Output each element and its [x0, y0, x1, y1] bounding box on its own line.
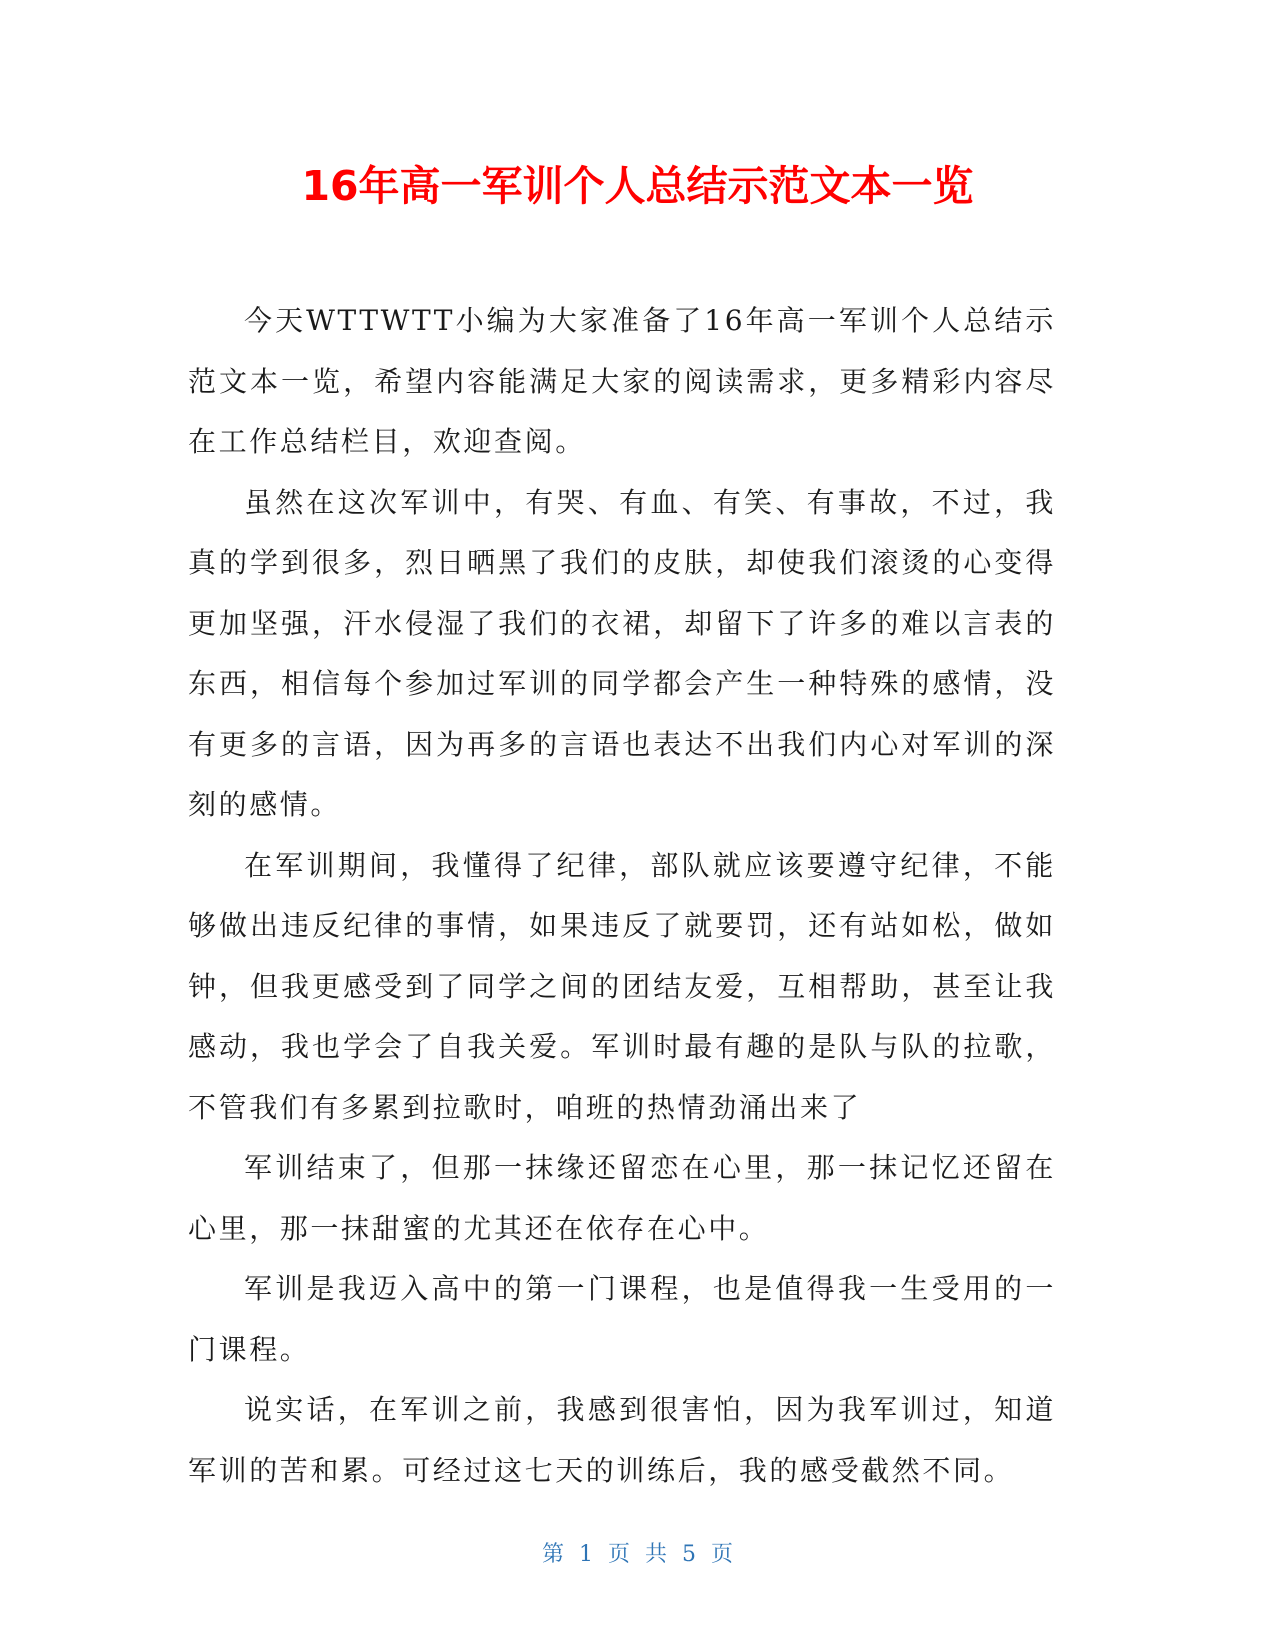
document-body [188, 291, 1056, 1501]
footer-current-page: 1 [578, 1542, 593, 1567]
footer-page-mid: 页 [607, 1542, 630, 1567]
paragraph-feelings: 虽然在这次军训中，有哭、有血、有笑、有事故，不过，我真的学到很多，烈日晒黑了我们的皮肤，却使我们滚烫的心变得更加坚强，汗水侵湿了我们的衣裙，却留下了许多的难以言表的东西，相信每个参加过军训的同学都会产生一种特殊的感情，没有更多的言语，因为再多的言语也表达不出我们内心对军训的深刻的感情。 [188, 485, 1056, 821]
footer-page-suffix: 页 [711, 1542, 734, 1567]
footer-total-pages: 5 [682, 1542, 697, 1567]
footer-page-prefix: 第 [541, 1542, 564, 1567]
page-footer [0, 1540, 1275, 1570]
paragraph-honest: 说实话，在军训之前，我感到很害怕，因为我军训过，知道军训的苦和累。可经过这七天的训练后，我的感受截然不同。 [188, 1393, 1056, 1487]
paragraph-first-course: 军训是我迈入高中的第一门课程，也是值得我一生受用的一门课程。 [188, 1272, 1056, 1366]
paragraph-intro: 今天WTTWTT小编为大家准备了16年高一军训个人总结示范文本一览，希望内容能满足大家的阅读需求，更多精彩内容尽在工作总结栏目，欢迎查阅。 [188, 304, 1056, 458]
document-title: 16年高一军训个人总结示范文本一览 [301, 162, 974, 210]
paragraph-ending: 军训结束了，但那一抹缘还留恋在心里，那一抹记忆还留在心里，那一抹甜蜜的尤其还在依存在心中。 [188, 1151, 1056, 1245]
paragraph-discipline: 在军训期间，我懂得了纪律，部队就应该要遵守纪律，不能够做出违反纪律的事情，如果违反了就要罚，还有站如松，做如钟，但我更感受到了同学之间的团结友爱，互相帮助，甚至让我感动，我也学会了自我关爱。军训时最有趣的是队与队的拉歌，不管我们有多累到拉歌时，咱班的热情劲涌出来了 [188, 848, 1056, 1124]
footer-total-label: 共 [645, 1542, 668, 1567]
